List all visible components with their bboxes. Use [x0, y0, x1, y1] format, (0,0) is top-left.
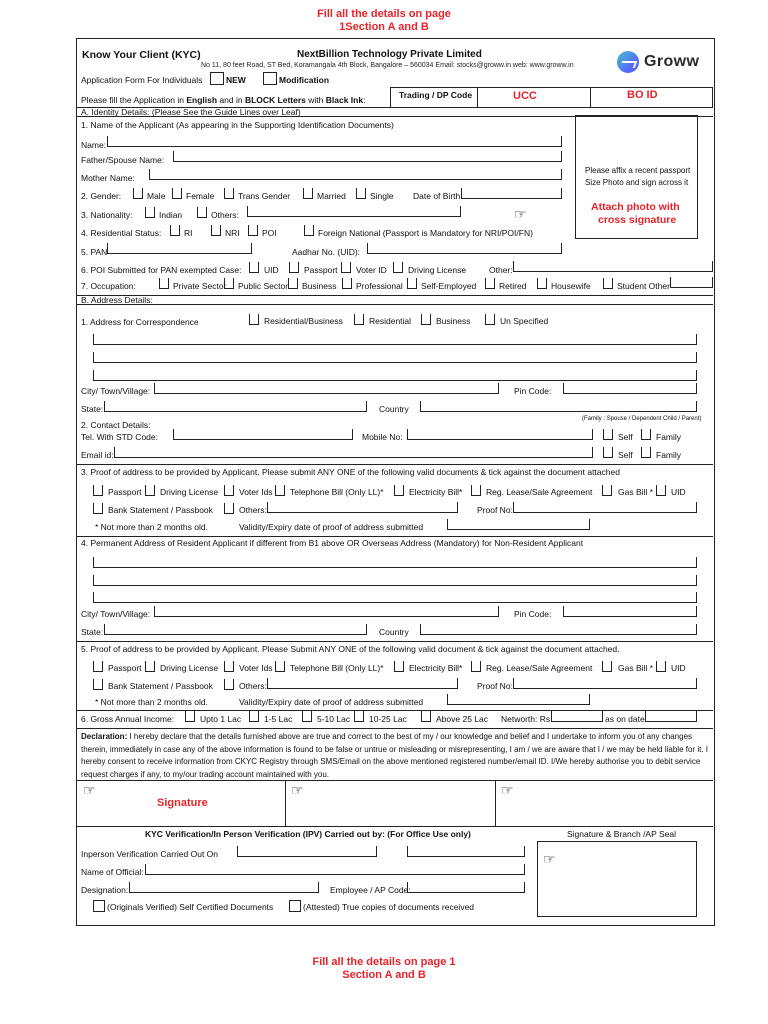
email-self-label: Self [618, 450, 633, 460]
originals-checkbox[interactable] [93, 900, 105, 912]
driving-proof-checkbox[interactable] [145, 485, 155, 496]
dob-label: Date of Birth: [413, 191, 463, 201]
female-checkbox[interactable] [172, 188, 182, 199]
transgender-label: Trans Gender [238, 191, 291, 201]
applicant-name-heading: 1. Name of the Applicant (As appearing in the Supporting Identification Documents) [81, 120, 394, 130]
passport-proof-checkbox[interactable] [93, 485, 103, 496]
income-label: 6. Gross Annual Income: [81, 714, 175, 724]
i5-10-label: 5-10 Lac [317, 714, 351, 724]
family-note: (Family : Spouse / Dependent Child / Parent) [582, 416, 702, 422]
declaration-text: Declaration: I hereby declare that the details furnished above are true and correct to the best of my / our knowledge and belief and I undertake to inform you of any changes therein, immediately in case any of the above information is found to be false or untrue or misleading or misrepresenting, I am / we are aware that I / we may be held liable for it. I hereby consent to receive information from CKYC Registry through SMS/Email on the above mentioned registered number/email ID. I/We hereby authorise you to debit service request charges if any, to my/our trading account maintained with you. [81, 732, 708, 779]
state-label: State: [81, 404, 104, 414]
housewife-checkbox[interactable] [537, 278, 547, 289]
single-label: Single [370, 191, 394, 201]
perm-country-label: Country [379, 627, 409, 637]
married-checkbox[interactable] [303, 188, 313, 199]
address-line-1[interactable] [93, 334, 697, 345]
res-business-label: Residential/Business [264, 316, 343, 326]
address-line-2[interactable] [93, 352, 697, 363]
mother-input[interactable] [149, 169, 562, 180]
not-more-note: * Not more than 2 months old. [95, 522, 208, 532]
unspecified-checkbox[interactable] [485, 314, 495, 325]
bank-proof-checkbox[interactable] [93, 503, 103, 514]
father-input[interactable] [173, 151, 562, 162]
driving-proof2-checkbox[interactable] [145, 661, 155, 672]
self-employed-checkbox[interactable] [407, 278, 417, 289]
gas-proof2-label: Gas Bill * [618, 663, 653, 673]
residential-label: Residential [369, 316, 412, 326]
others-proof2-label: Others: [239, 681, 267, 691]
bottom-instruction [0, 956, 768, 982]
originals-label: (Originals Verified) Self Certified Documents [107, 902, 274, 912]
mother-label: Mother Name: [81, 173, 135, 183]
signature-hand-icon-3: ☞ [501, 782, 514, 798]
bo-id-label: BO ID [627, 89, 658, 101]
photo-note-line1: Please affix a recent passport [585, 166, 691, 175]
passport-poi-checkbox[interactable] [289, 262, 299, 273]
proof-no2-label: Proof No: [477, 681, 513, 691]
country-label: Country [379, 404, 409, 414]
proof-no-input[interactable] [513, 502, 697, 513]
groww-logo [617, 51, 707, 75]
male-label: Male [147, 191, 166, 201]
lease-proof-checkbox[interactable] [471, 485, 481, 496]
poi-checkbox[interactable] [248, 225, 258, 236]
uid-label: UID [264, 265, 279, 275]
contact-label: 2. Contact Details: [81, 420, 151, 430]
self-employed-label: Self-Employed [421, 281, 477, 291]
nationality-label: 3. Nationality: [81, 210, 133, 220]
signature-box-2[interactable] [289, 794, 491, 824]
networth-input[interactable] [551, 711, 603, 722]
telephone-proof2-label: Telephone Bill (Only LL)* [290, 663, 384, 673]
professional-label: Professional [356, 281, 403, 291]
section-b-title: B. Address Details: [77, 295, 713, 305]
designation-input[interactable] [129, 882, 319, 893]
email-family-label: Family [656, 450, 682, 460]
company-name: NextBillion Technology Private Limited [297, 49, 482, 60]
inperson-extra-input[interactable] [407, 846, 525, 857]
employee-code-input[interactable] [407, 882, 525, 893]
brand-name: Groww [644, 53, 700, 70]
student-other-input[interactable] [670, 277, 713, 288]
photo-annotation-line2: cross signature [598, 214, 677, 226]
uid-checkbox[interactable] [249, 262, 259, 273]
i10-25-checkbox[interactable] [354, 711, 364, 722]
above25-checkbox[interactable] [421, 711, 431, 722]
validity2-input[interactable] [447, 694, 590, 705]
proof-5-heading: 5. Proof of address to be provided by Applicant. Please Submit ANY ONE of the following valid document & tick against the document attached. [81, 644, 620, 654]
email-self-checkbox[interactable] [603, 447, 613, 458]
retired-label: Retired [499, 281, 527, 291]
top-instruction-line1: Fill all the details on page [317, 8, 451, 20]
modification-label: Modification [279, 75, 330, 85]
electricity-proof-checkbox[interactable] [394, 485, 404, 496]
passport-proof2-label: Passport [108, 663, 142, 673]
attested-checkbox[interactable] [289, 900, 301, 912]
correspondence-label: 1. Address for Correspondence [81, 317, 199, 327]
perm-city-input[interactable] [154, 606, 499, 617]
telephone-proof-label: Telephone Bill (Only LL)* [290, 487, 384, 497]
designation-label: Designation: [81, 885, 129, 895]
tel-self-label: Self [618, 432, 633, 442]
signature-hand-icon-1: ☞ [83, 782, 96, 798]
pan-label: 5. PAN [81, 247, 108, 257]
pan-input[interactable] [107, 243, 252, 254]
uid-proof2-label: UID [671, 663, 686, 673]
company-address: No 11, 80 feet Road, ST Bed, Koramangala 4th Block, Bangalore – 560034 Email: stocks@groww.in web: www.groww.in [201, 62, 574, 69]
validity2-label: Validity/Expiry date of proof of address submitted [239, 697, 424, 707]
name-label: Name: [81, 140, 107, 150]
passport-proof-label: Passport [108, 487, 142, 497]
i5-10-checkbox[interactable] [302, 711, 312, 722]
above25-label: Above 25 Lac [436, 714, 488, 724]
bank-proof2-checkbox[interactable] [93, 679, 103, 690]
proof-no2-input[interactable] [513, 678, 697, 689]
lease-proof2-label: Reg. Lease/Sale Agreement [486, 663, 593, 673]
bottom-instruction-line2: Section A and B [342, 969, 426, 981]
residential-checkbox[interactable] [354, 314, 364, 325]
others-proof-input[interactable] [267, 502, 458, 513]
others-proof-checkbox[interactable] [224, 503, 234, 514]
email-input[interactable] [114, 447, 593, 458]
tel-label: Tel. With STD Code: [81, 432, 158, 442]
foreign-national-checkbox[interactable] [304, 225, 314, 236]
proof-no-label: Proof No: [477, 505, 513, 515]
married-label: Married [317, 191, 346, 201]
gender-label: 2. Gender: [81, 191, 122, 201]
perm-state-label: State: [81, 627, 104, 637]
electricity-proof2-label: Electricity Bill* [409, 663, 463, 673]
poi-label: POI [262, 228, 277, 238]
nri-checkbox[interactable] [211, 225, 221, 236]
email-label: Email id: [81, 450, 114, 460]
perm-city-label: City/ Town/Village: [81, 609, 151, 619]
permanent-address-line-2[interactable] [93, 575, 697, 586]
nri-label: NRI [225, 228, 240, 238]
signature-annotation: Signature [157, 797, 208, 809]
father-label: Father/Spouse Name: [81, 155, 165, 165]
as-on-date-input[interactable] [645, 711, 697, 722]
voter-proof2-checkbox[interactable] [224, 661, 234, 672]
office-use-title: KYC Verification/In Person Verification (IPV) Carried out by: (For Office Use only) [145, 829, 471, 839]
permanent-address-line-3[interactable] [93, 592, 697, 603]
section-a-title: A. Identity Details: (Please See the Guide Lines over Leaf) [77, 107, 713, 117]
city-label: City/ Town/Village: [81, 386, 151, 396]
voter-id-label: Voter ID [356, 265, 387, 275]
permanent-address-line-1[interactable] [93, 557, 697, 568]
private-sector-label: Private Sector [173, 281, 227, 291]
kyc-form [76, 38, 715, 926]
branch-seal-label: Signature & Branch /AP Seal [567, 829, 676, 839]
others-nationality-checkbox[interactable] [197, 207, 207, 218]
gas-proof-label: Gas Bill * [618, 487, 653, 497]
poi-submitted-label: 6. POI Submitted for PAN exempted Case: [81, 265, 242, 275]
perm-country-input[interactable] [420, 624, 697, 635]
pin-input[interactable] [563, 383, 697, 394]
passport-poi-label: Passport [304, 265, 338, 275]
other-poi-input[interactable] [513, 261, 713, 272]
gas-proof-checkbox[interactable] [602, 485, 612, 496]
ucc-label: UCC [513, 90, 537, 102]
bottom-instruction-line1: Fill all the details on page 1 [312, 956, 456, 968]
city-input[interactable] [154, 383, 499, 394]
residential-status-label: 4. Residential Status: [81, 228, 162, 238]
networth-label: Networth: Rs. [501, 714, 553, 724]
others-nationality-input[interactable] [247, 206, 461, 217]
mobile-label: Mobile No: [362, 432, 403, 442]
photo-annotation-line1: Attach photo with [591, 201, 680, 213]
business-checkbox[interactable] [421, 314, 431, 325]
photo-note-line2: Size Photo and sign across it [585, 178, 689, 187]
app-form-label: Application Form For Individuals [81, 75, 203, 85]
uid-proof-label: UID [671, 487, 686, 497]
lease-proof-label: Reg. Lease/Sale Agreement [486, 487, 593, 497]
business-occupation-label: Business [302, 281, 337, 291]
fill-instruction: Please fill the Application in English and in BLOCK Letters with Black Ink: [81, 95, 366, 105]
inperson-date-input[interactable] [237, 846, 377, 857]
electricity-proof-label: Electricity Bill* [409, 487, 463, 497]
driving-proof-label: Driving License [160, 487, 219, 497]
transgender-checkbox[interactable] [224, 188, 234, 199]
official-name-label: Name of Official: [81, 867, 144, 877]
tel-family-label: Family [656, 432, 682, 442]
other-poi-label: Other: [489, 265, 513, 275]
proof-3-heading: 3. Proof of address to be provided by Applicant. Please submit ANY ONE of the following valid documents & tick against the document attached [81, 467, 620, 477]
trading-dp-code-label: Trading / DP Code [399, 90, 473, 100]
driving-proof2-label: Driving License [160, 663, 219, 673]
email-family-checkbox[interactable] [641, 447, 651, 458]
housewife-label: Housewife [551, 281, 591, 291]
uid-proof2-checkbox[interactable] [656, 661, 666, 672]
address-line-3[interactable] [93, 370, 697, 381]
modification-checkbox[interactable] [263, 72, 277, 85]
aadhar-input[interactable] [367, 243, 562, 254]
student-other-label: Student Other [617, 281, 670, 291]
private-sector-checkbox[interactable] [159, 278, 169, 289]
voter-proof-checkbox[interactable] [224, 485, 234, 496]
electricity-proof2-checkbox[interactable] [394, 661, 404, 672]
validity-label: Validity/Expiry date of proof of address submitted [239, 522, 424, 532]
dob-input[interactable] [461, 188, 562, 199]
top-instruction-line2: 1Section A and B [339, 21, 429, 33]
employee-code-label: Employee / AP Code: [330, 885, 411, 895]
others-proof2-input[interactable] [267, 678, 458, 689]
others-proof-label: Others: [239, 505, 267, 515]
signature-box-3[interactable] [499, 794, 709, 824]
i10-25-label: 10-25 Lac [369, 714, 407, 724]
retired-checkbox[interactable] [485, 278, 495, 289]
not-more-note-2: * Not more than 2 months old. [95, 697, 208, 707]
ri-label: RI [184, 228, 193, 238]
tel-self-checkbox[interactable] [603, 429, 613, 440]
groww-logo-icon [617, 51, 639, 73]
signature-hand-icon-2: ☞ [291, 782, 304, 798]
upto1-checkbox[interactable] [185, 711, 195, 722]
business-label: Business [436, 316, 471, 326]
professional-checkbox[interactable] [342, 278, 352, 289]
male-checkbox[interactable] [133, 188, 143, 199]
gas-proof2-checkbox[interactable] [602, 661, 612, 672]
inperson-label: Inperson Verification Carried Out On [81, 849, 219, 859]
i1-5-checkbox[interactable] [249, 711, 259, 722]
bank-proof-label: Bank Statement / Passbook [108, 505, 213, 515]
perm-pin-label: Pin Code: [514, 609, 552, 619]
uid-proof-checkbox[interactable] [656, 485, 666, 496]
new-checkbox[interactable] [210, 72, 224, 85]
business-occupation-checkbox[interactable] [288, 278, 298, 289]
indian-label: Indian [159, 210, 183, 220]
res-business-checkbox[interactable] [249, 314, 259, 325]
top-instruction [0, 8, 768, 34]
others-nationality-label: Others: [211, 210, 239, 220]
foreign-national-label: Foreign National (Passport is Mandatory for NRI/POI/FN) [318, 228, 533, 238]
driving-license-poi-label: Driving License [408, 265, 467, 275]
telephone-proof-checkbox[interactable] [275, 485, 285, 496]
indian-checkbox[interactable] [145, 207, 155, 218]
ri-checkbox[interactable] [170, 225, 180, 236]
lease-proof2-checkbox[interactable] [471, 661, 481, 672]
public-sector-checkbox[interactable] [224, 278, 234, 289]
student-other-checkbox[interactable] [603, 278, 613, 289]
perm-state-input[interactable] [104, 624, 367, 635]
validity-input[interactable] [447, 519, 590, 530]
i1-5-label: 1-5 Lac [264, 714, 293, 724]
others-proof2-checkbox[interactable] [224, 679, 234, 690]
perm-pin-input[interactable] [563, 606, 697, 617]
passport-proof2-checkbox[interactable] [93, 661, 103, 672]
name-input[interactable] [107, 136, 562, 147]
kyc-title: Know Your Client (KYC) [82, 49, 201, 61]
single-checkbox[interactable] [356, 188, 366, 199]
mobile-input[interactable] [407, 429, 593, 440]
voter-id-checkbox[interactable] [341, 262, 351, 273]
state-input[interactable] [104, 401, 367, 412]
voter-proof2-label: Voter Ids [239, 663, 273, 673]
aadhar-label: Aadhar No. (UID): [292, 247, 361, 257]
voter-proof-label: Voter Ids [239, 487, 273, 497]
tel-family-checkbox[interactable] [641, 429, 651, 440]
bank-proof2-label: Bank Statement / Passbook [108, 681, 213, 691]
permanent-address-heading: 4. Permanent Address of Resident Applicant if different from B1 above OR Overseas Address (Mandatory) for Non-Resident Applicant [81, 538, 584, 548]
attested-label: (Attested) True copies of documents received [303, 902, 475, 912]
driving-license-poi-checkbox[interactable] [393, 262, 403, 273]
female-label: Female [186, 191, 215, 201]
pointing-hand-icon: ☞ [514, 206, 527, 222]
seal-box[interactable] [537, 841, 697, 917]
upto1-label: Upto 1 Lac [200, 714, 242, 724]
occupation-label: 7. Occupation: [81, 281, 136, 291]
official-name-input[interactable] [145, 864, 525, 875]
country-input[interactable] [420, 401, 697, 412]
pin-label: Pin Code: [514, 386, 552, 396]
new-label: NEW [226, 75, 246, 85]
tel-input[interactable] [173, 429, 353, 440]
unspecified-label: Un Specified [500, 316, 549, 326]
telephone-proof2-checkbox[interactable] [275, 661, 285, 672]
public-sector-label: Public Sector [238, 281, 289, 291]
seal-hand-icon: ☞ [543, 851, 556, 867]
signature-box-1[interactable] [81, 794, 281, 824]
as-on-date-label: as on date [605, 714, 645, 724]
